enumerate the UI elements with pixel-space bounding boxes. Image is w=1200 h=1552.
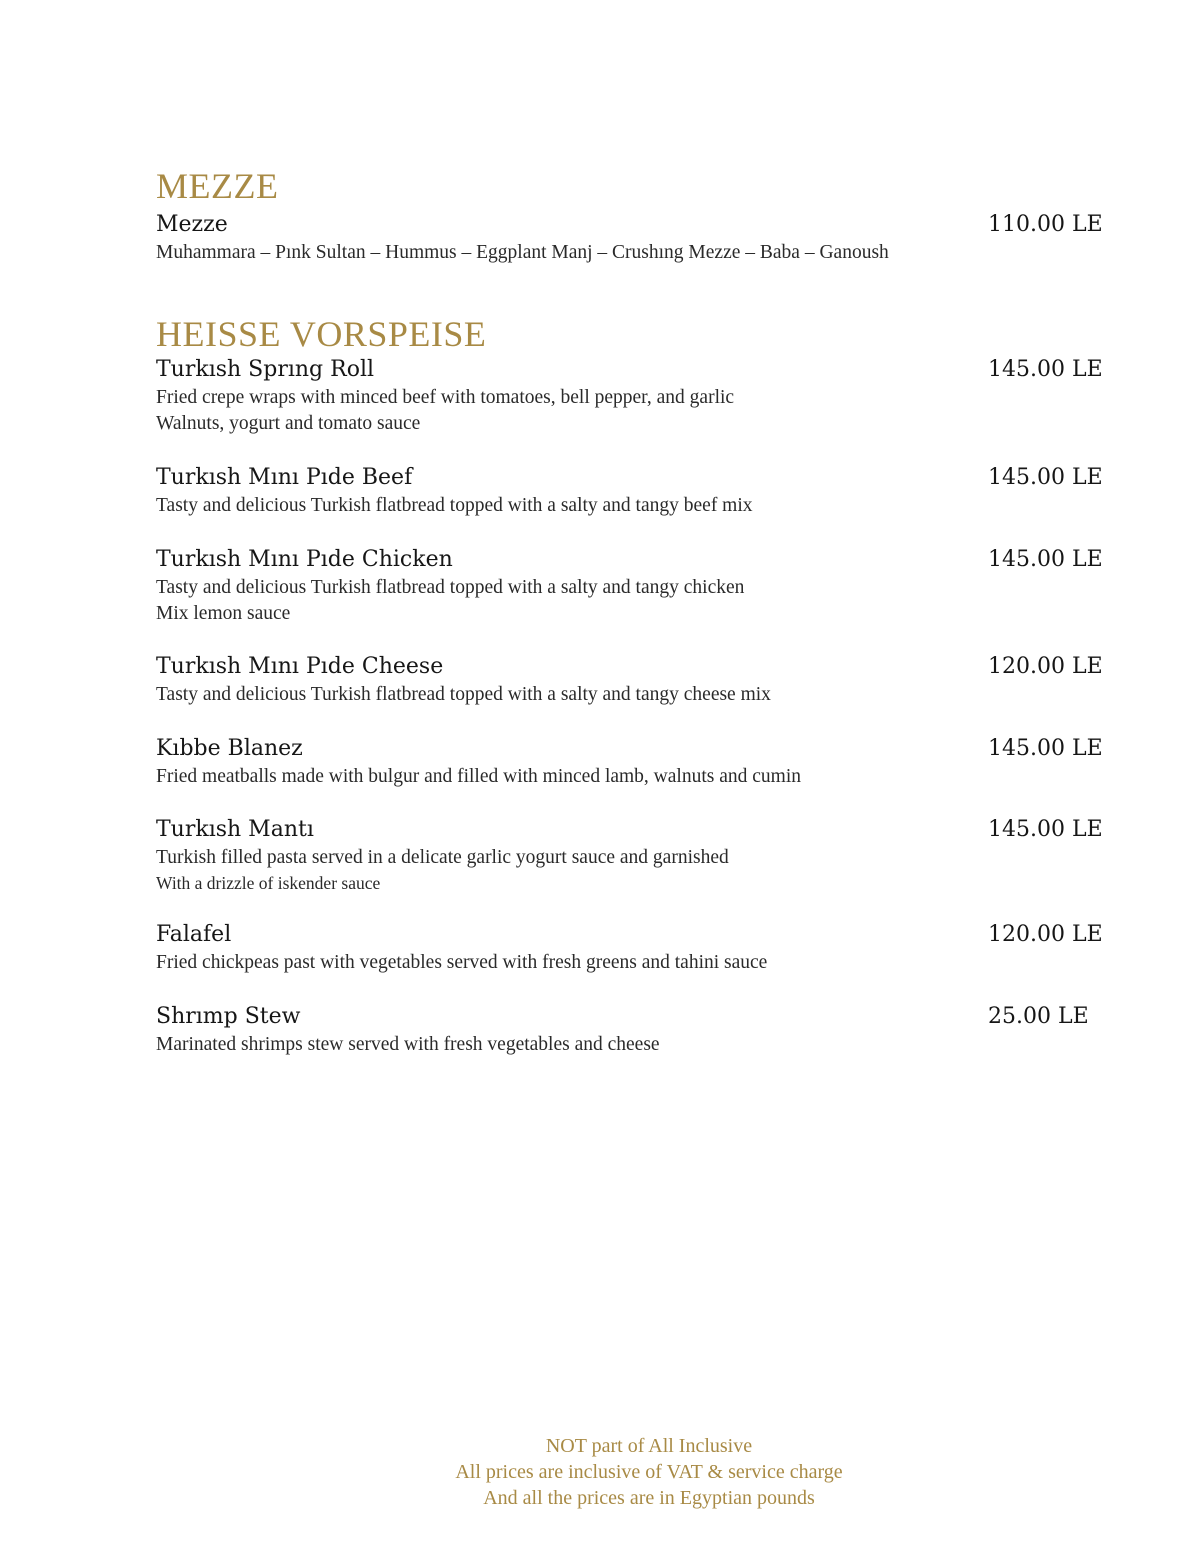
item-price: 145.00 LE	[988, 736, 1103, 761]
item-description: Tasty and delicious Turkish flatbread topped with a salty and tangy beef mix	[156, 495, 753, 516]
menu-item	[156, 920, 1116, 976]
menu-item	[156, 355, 1116, 437]
item-description: Fried chickpeas past with vegetables served with fresh greens and tahini sauce	[156, 952, 768, 973]
item-name: Falafel	[156, 922, 232, 947]
item-description: Walnuts, yogurt and tomato sauce	[156, 413, 421, 434]
item-name: Turkısh Mını Pıde Cheese	[156, 654, 444, 679]
item-description: Mix lemon sauce	[156, 603, 291, 624]
item-name: Turkısh Sprıng Roll	[156, 357, 375, 382]
item-description: Fried crepe wraps with minced beef with tomatoes, bell pepper, and garlic	[156, 387, 735, 408]
item-price: 145.00 LE	[988, 465, 1103, 490]
menu-item	[156, 463, 1116, 519]
item-name: Turkısh Mını Pıde Beef	[156, 465, 413, 490]
item-description: Turkish filled pasta served in a delicate garlic yogurt sauce and garnished	[156, 847, 729, 868]
item-name: Shrımp Stew	[156, 1004, 301, 1029]
section-title-mezze: MEZZE	[156, 166, 279, 206]
item-price: 120.00 LE	[988, 654, 1103, 679]
menu-item	[156, 652, 1116, 708]
item-price: 120.00 LE	[988, 922, 1103, 947]
footer-line: NOT part of All Inclusive	[545, 1435, 753, 1457]
item-price: 145.00 LE	[988, 547, 1103, 572]
item-description: Muhammara – Pınk Sultan – Hummus – Eggplant Manj – Crushıng Mezze – Baba – Ganoush	[156, 242, 889, 263]
menu-item	[156, 210, 1116, 266]
item-price: 145.00 LE	[988, 357, 1103, 382]
item-description: Tasty and delicious Turkish flatbread topped with a salty and tangy chicken	[156, 577, 745, 598]
item-name: Mezze	[156, 212, 228, 237]
item-price: 145.00 LE	[988, 817, 1103, 842]
menu-item	[156, 815, 1116, 895]
menu-item	[156, 1002, 1116, 1058]
item-description: With a drizzle of iskender sauce	[156, 873, 381, 893]
item-name: Kıbbe Blanez	[156, 736, 303, 761]
menu-item	[156, 545, 1116, 627]
item-name: Turkısh Mantı	[156, 817, 314, 842]
footer-line: And all the prices are in Egyptian pounds	[483, 1487, 815, 1509]
footer-line: All prices are inclusive of VAT & service charge	[455, 1461, 843, 1483]
item-price: 25.00 LE	[988, 1004, 1089, 1029]
footer-note	[0, 1433, 1200, 1511]
item-description: Tasty and delicious Turkish flatbread topped with a salty and tangy cheese mix	[156, 684, 771, 705]
section-title-heisse-vorspeise: HEISSE VORSPEISE	[156, 314, 487, 354]
menu-item	[156, 734, 1116, 790]
item-description: Fried meatballs made with bulgur and filled with minced lamb, walnuts and cumin	[156, 766, 801, 787]
item-description: Marinated shrimps stew served with fresh vegetables and cheese	[156, 1034, 660, 1055]
item-name: Turkısh Mını Pıde Chicken	[156, 547, 453, 572]
item-price: 110.00 LE	[988, 212, 1103, 237]
